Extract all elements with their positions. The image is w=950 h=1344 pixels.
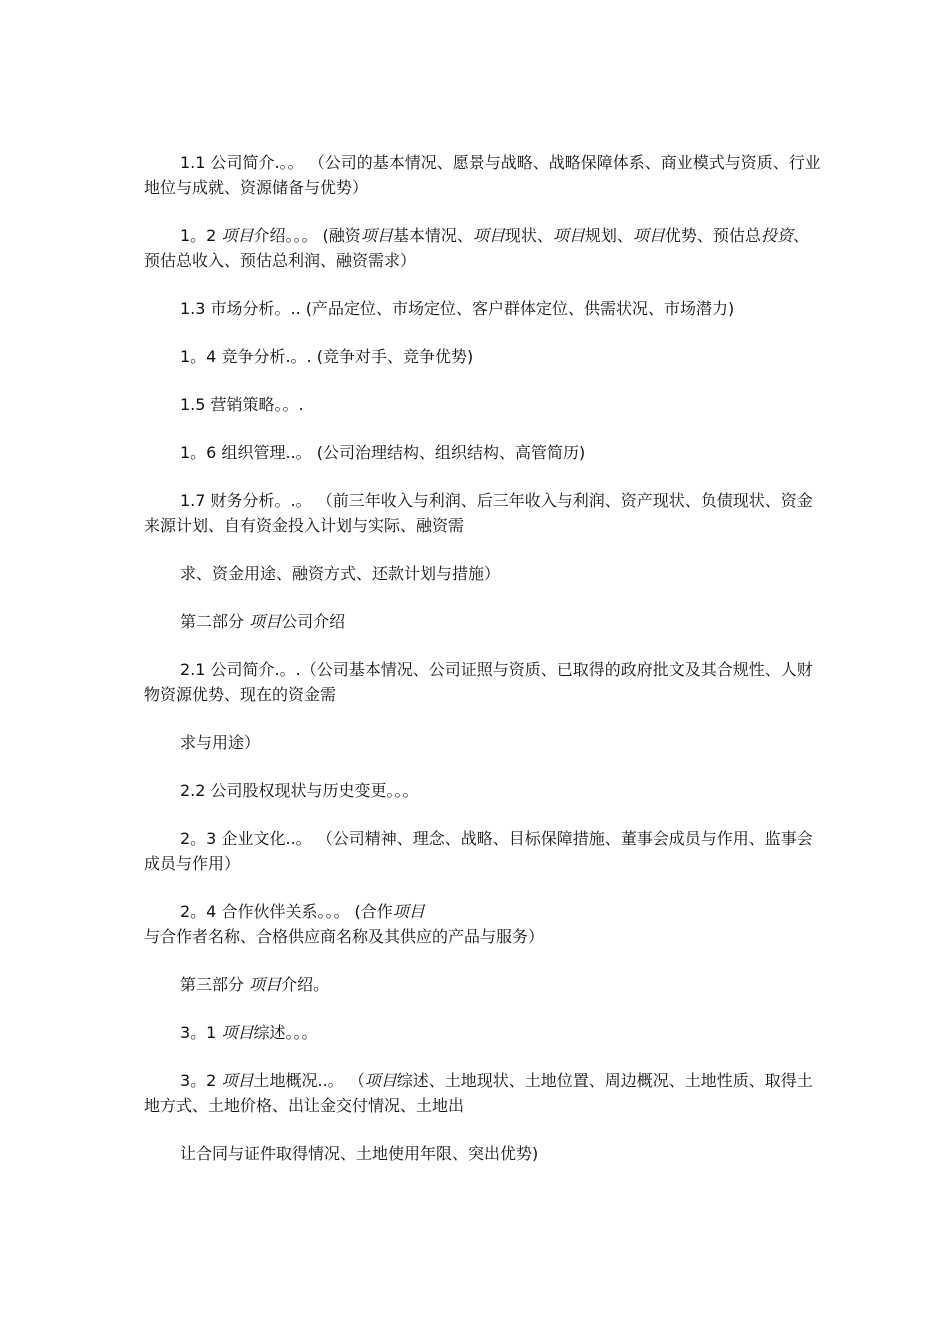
- text-segment: 2。3 企业文化..。 （公司精神、理念、战略、目标保障措施、董事会成员与作用、监事会成员与作用）: [144, 829, 813, 873]
- paragraph: [144, 440, 824, 465]
- text-segment: 介绍。。。 (融资: [253, 226, 361, 245]
- paragraph: [144, 826, 824, 876]
- text-segment: 1.3 市场分析。.. (产品定位、市场定位、客户群体定位、供需状况、市场潜力): [180, 299, 735, 318]
- text-segment: 1。2: [180, 226, 222, 245]
- emphasized-text: 项目: [360, 226, 393, 245]
- emphasized-text: 项目: [249, 975, 282, 994]
- text-segment: 与合作者名称、合格供应商名称及其供应的产品与服务）: [144, 927, 545, 946]
- paragraph: [144, 392, 824, 417]
- text-segment: 现状、: [504, 226, 553, 245]
- paragraph-continuation: [144, 561, 824, 586]
- emphasized-text: 项目: [249, 612, 282, 631]
- text-segment: 土地概况..。 （: [253, 1071, 365, 1090]
- paragraph: [144, 1020, 824, 1045]
- text-segment: 3。1: [180, 1023, 222, 1042]
- text-segment: 规划、: [584, 226, 633, 245]
- text-segment: 求、资金用途、融资方式、还款计划与措施）: [180, 564, 501, 583]
- emphasized-text: 项目: [221, 226, 254, 245]
- paragraph: [144, 344, 824, 369]
- paragraph: [144, 778, 824, 803]
- paragraph: [144, 223, 824, 273]
- paragraph-continuation: [144, 730, 824, 755]
- text-segment: 第三部分: [180, 975, 250, 994]
- paragraph: [144, 150, 824, 200]
- text-segment: 基本情况、: [392, 226, 473, 245]
- paragraph: [144, 488, 824, 538]
- emphasized-text: 项目: [392, 902, 425, 921]
- text-segment: 1。4 竞争分析.。. (竞争对手、竞争优势): [180, 347, 474, 366]
- text-segment: 1.1 公司简介.。。 （公司的基本情况、愿景与战略、战略保障体系、商业模式与资质、行业地位与成就、资源储备与优势）: [144, 153, 821, 197]
- paragraph-continuation: [144, 972, 824, 997]
- text-segment: 1.5 营销策略。。.: [180, 395, 304, 414]
- paragraph-continuation: [144, 1141, 824, 1166]
- emphasized-text: 项目: [552, 226, 585, 245]
- text-segment: 1。6 组织管理..。 (公司治理结构、组织结构、高管简历): [180, 443, 586, 462]
- text-segment: 、预估总收入、预估总利润、融资需求）: [144, 226, 809, 270]
- paragraph: [144, 899, 824, 949]
- text-segment: 2.2 公司股权现状与历史变更。。。: [180, 781, 419, 800]
- text-segment: 2。4 合作伙伴关系。。。 (合作: [180, 902, 393, 921]
- text-segment: 2.1 公司简介.。.（公司基本情况、公司证照与资质、已取得的政府批文及其合规性、人财物资源优势、现在的资金需: [144, 660, 813, 704]
- emphasized-text: 项目: [364, 1071, 397, 1090]
- paragraph-continuation: [144, 609, 824, 634]
- text-segment: 3。2: [180, 1071, 222, 1090]
- emphasized-text: 投资: [760, 226, 793, 245]
- paragraph: [144, 1068, 824, 1118]
- text-segment: 介绍。: [281, 975, 330, 994]
- emphasized-text: 项目: [632, 226, 665, 245]
- text-segment: 求与用途）: [180, 733, 261, 752]
- emphasized-text: 项目: [472, 226, 505, 245]
- text-segment: 1.7 财务分析。.。 （前三年收入与利润、后三年收入与利润、资产现状、负债现状、资金来源计划、自有资金投入计划与实际、融资需: [144, 491, 813, 535]
- document-body: [144, 150, 824, 1189]
- emphasized-text: 项目: [221, 1071, 254, 1090]
- text-segment: 让合同与证件取得情况、土地使用年限、突出优势): [180, 1144, 539, 1163]
- text-segment: 综述、土地现状、土地位置、周边概况、土地性质、取得土地方式、土地价格、出让金交付情况、土地出: [144, 1071, 813, 1115]
- text-segment: 综述。。。: [253, 1023, 318, 1042]
- paragraph: [144, 657, 824, 707]
- text-segment: 公司介绍: [281, 612, 346, 631]
- paragraph: [144, 296, 824, 321]
- text-segment: 第二部分: [180, 612, 250, 631]
- emphasized-text: 项目: [221, 1023, 254, 1042]
- text-segment: 优势、预估总: [664, 226, 761, 245]
